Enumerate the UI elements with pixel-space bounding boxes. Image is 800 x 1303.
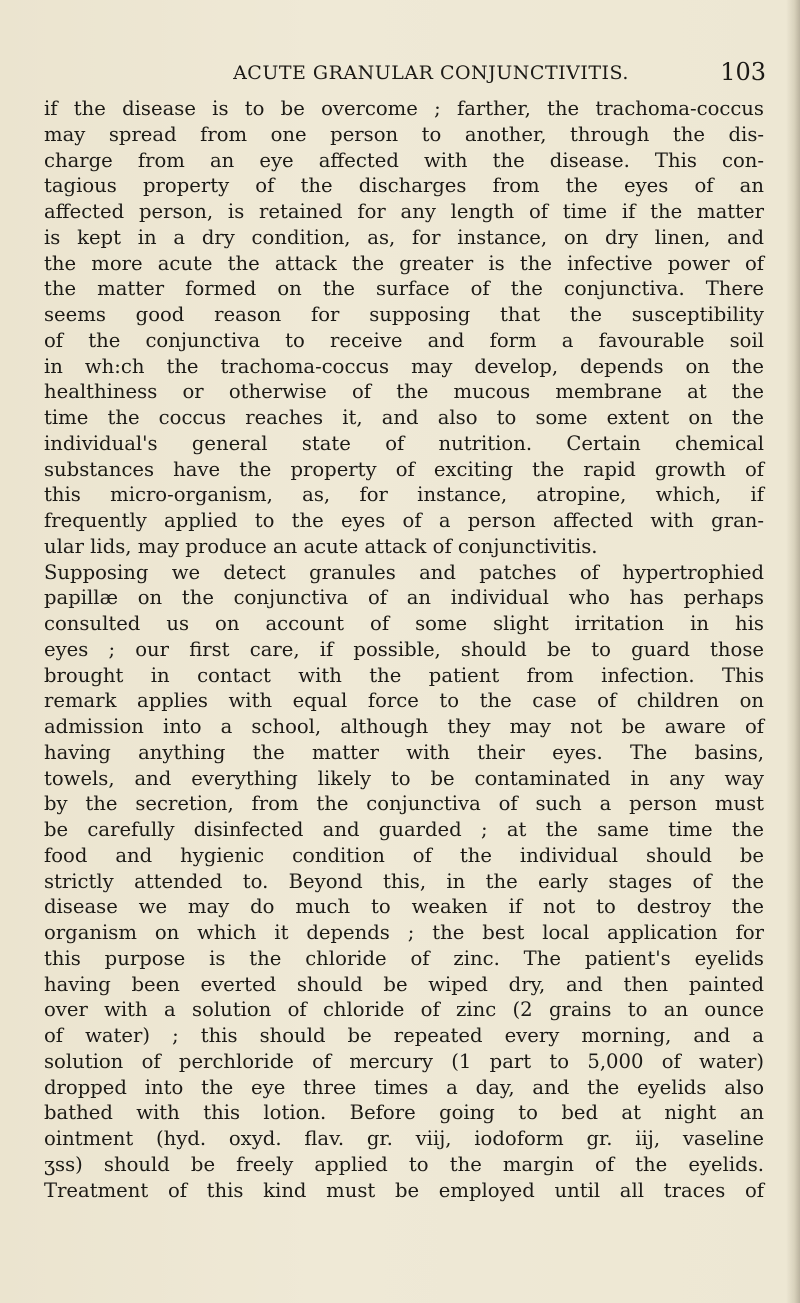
text-line: towels, and everything likely to be contaminated in any way: [44, 766, 764, 790]
text-line: individual's general state of nutrition. Certain chemical: [44, 431, 764, 455]
text-line: having been everted should be wiped dry, and then painted: [44, 972, 764, 996]
text-line: dropped into the eye three times a day, and the eyelids also: [44, 1075, 764, 1099]
page-edge-shadow: [786, 0, 800, 1303]
text-line: eyes ; our first care, if possible, should be to guard those: [44, 637, 764, 661]
text-line: Supposing we detect granules and patches of hypertrophied: [44, 560, 764, 584]
page-header: [96, 52, 766, 88]
text-line: of the conjunctiva to receive and form a favourable soil: [44, 328, 764, 352]
text-line: the more acute the attack the greater is the infective power of: [44, 251, 764, 275]
text-line: remark applies with equal force to the case of children on: [44, 689, 764, 713]
text-line: brought in contact with the patient from infection. This: [44, 663, 764, 687]
text-line: ointment (hyd. oxyd. flav. gr. viij, iodoform gr. iij, vaseline: [44, 1127, 764, 1150]
text-line: disease we may do much to weaken if not to destroy the: [44, 895, 764, 919]
text-line: admission into a school, although they may not be aware of: [44, 715, 764, 738]
text-line: over with a solution of chloride of zinc (2 grains to an ounce: [44, 998, 764, 1022]
text-line: tagious property of the discharges from the eyes of an: [44, 174, 764, 198]
text-line: bathed with this lotion. Before going to bed at night an: [44, 1101, 764, 1125]
text-line: solution of perchloride of mercury (1 part to 5,000 of water): [44, 1049, 764, 1073]
text-line: organism on which it depends ; the best local application for: [44, 921, 764, 944]
text-line: is kept in a dry condition, as, for instance, on dry linen, and: [44, 225, 764, 249]
text-line: if the disease is to be overcome ; farther, the trachoma-coccus: [44, 97, 764, 120]
text-line: of water) ; this should be repeated every morning, and a: [44, 1024, 764, 1047]
text-line: healthiness or otherwise of the mucous membrane at the: [44, 380, 764, 404]
text-line: this purpose is the chloride of zinc. The patient's eyelids: [44, 946, 764, 970]
running-title: ACUTE GRANULAR CONJUNCTIVITIS.: [233, 62, 629, 84]
text-line: having anything the matter with their eyes. The basins,: [44, 740, 764, 764]
text-line: time the coccus reaches it, and also to some extent on the: [44, 406, 764, 429]
text-line: papillæ on the conjunctiva of an individual who has perhaps: [44, 586, 764, 610]
text-line: affected person, is retained for any length of time if the matter: [44, 200, 764, 223]
text-line: food and hygienic condition of the individual should be: [44, 843, 764, 867]
text-line: charge from an eye affected with the disease. This con-: [44, 148, 764, 172]
text-line: be carefully disinfected and guarded ; at the same time the: [44, 818, 764, 841]
text-line: this micro-organism, as, for instance, atropine, which, if: [44, 483, 764, 507]
page-number: 103: [720, 58, 766, 86]
text-line: consulted us on account of some slight irritation in his: [44, 612, 764, 635]
text-line: the matter formed on the surface of the conjunctiva. There: [44, 277, 764, 301]
text-line: ʒss) should be freely applied to the margin of the eyelids.: [44, 1152, 764, 1176]
text-line: Treatment of this kind must be employed until all traces of: [44, 1178, 764, 1202]
text-line: ular lids, may produce an acute attack of conjunctivitis.: [44, 534, 598, 558]
text-line: strictly attended to. Beyond this, in the early stages of the: [44, 869, 764, 893]
text-line: in wh:ch the trachoma-coccus may develop, depends on the: [44, 354, 764, 378]
text-line: may spread from one person to another, through the dis-: [44, 122, 764, 146]
text-line: substances have the property of exciting the rapid growth of: [44, 457, 764, 481]
text-line: seems good reason for supposing that the susceptibility: [44, 303, 764, 326]
text-line: by the secretion, from the conjunctiva of such a person must: [44, 792, 764, 816]
body-text: [44, 96, 764, 1203]
text-line: frequently applied to the eyes of a person affected with gran-: [44, 509, 764, 532]
